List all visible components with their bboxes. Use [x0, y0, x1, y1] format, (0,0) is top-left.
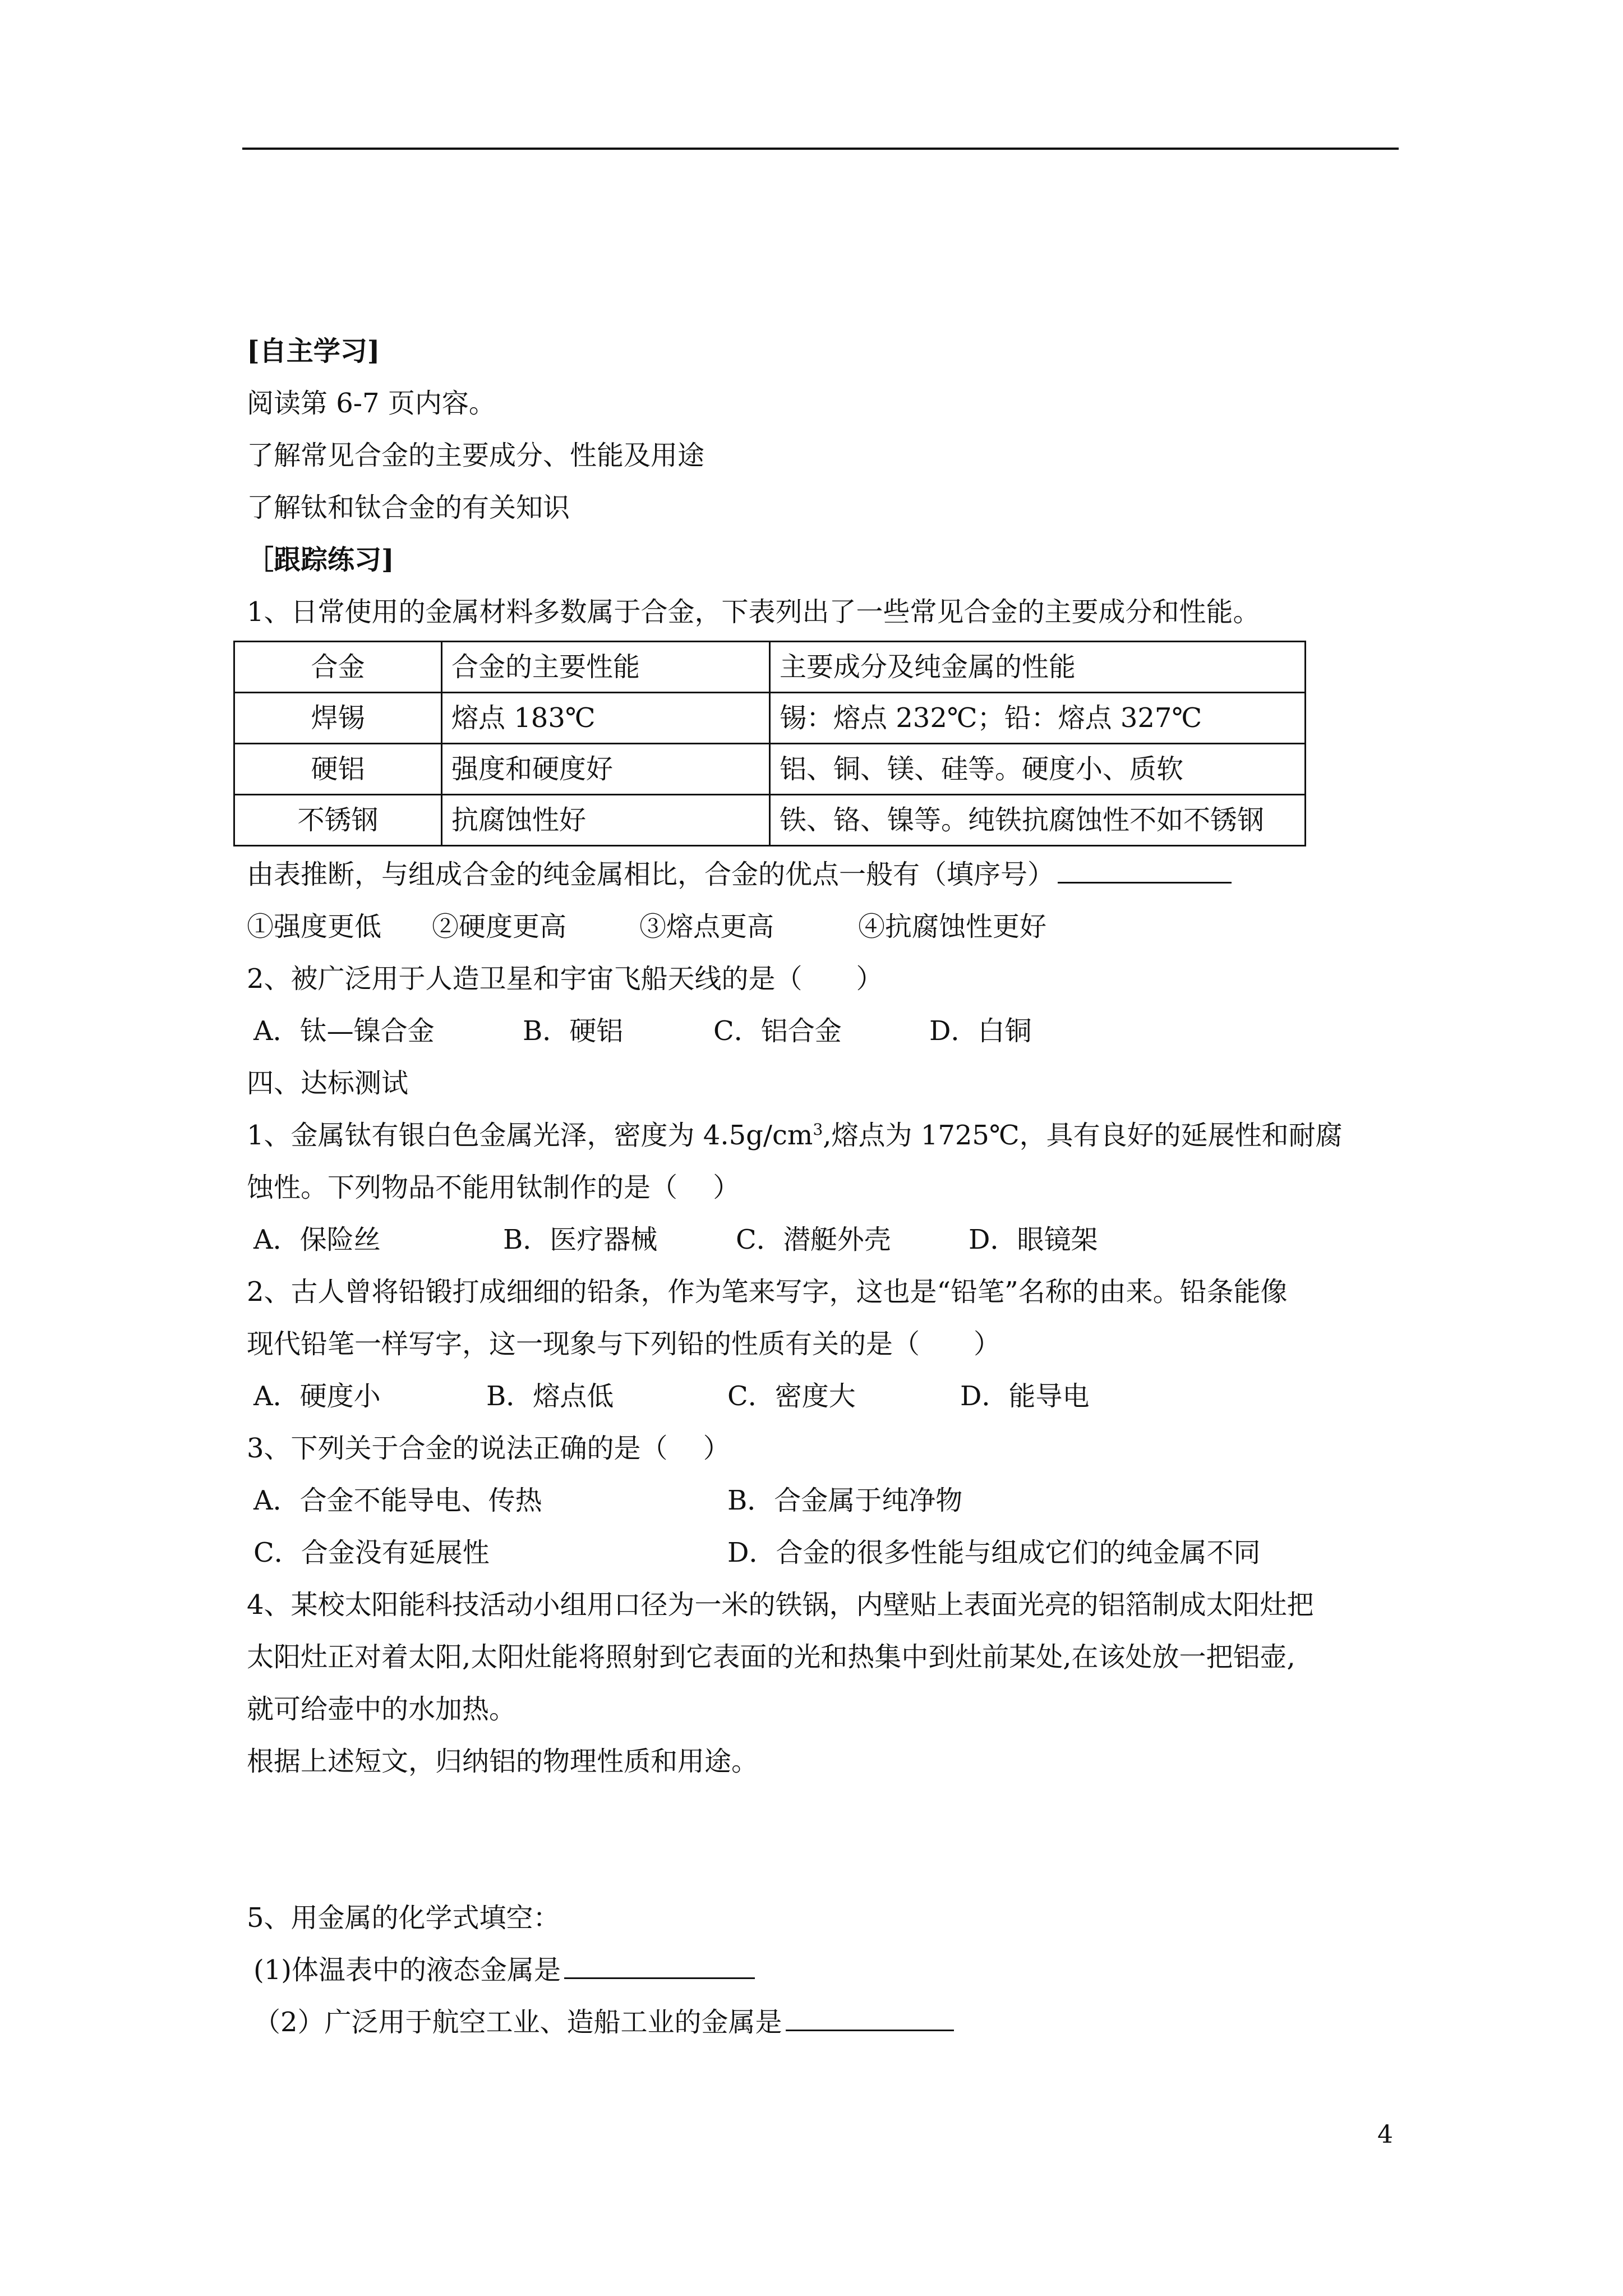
option-4: ④抗腐蚀性更好 [858, 911, 1047, 942]
table-cell: 铁、铬、镍等。纯铁抗腐蚀性不如不锈钢 [770, 795, 1306, 846]
option-c: C．潜艇外壳 [736, 1224, 891, 1255]
practice-q2: 2、被广泛用于人造卫星和宇宙飞船天线的是（ ） [247, 963, 883, 995]
option-d: D．能导电 [960, 1381, 1090, 1412]
test-q1-line-2: 蚀性。下列物品不能用钛制作的是（ ） [247, 1172, 740, 1203]
table-header-row [234, 642, 1306, 693]
test-q4-line-3: 就可给壶中的水加热。 [247, 1694, 517, 1725]
option-d: D．合金的很多性能与组成它们的纯金属不同 [727, 1537, 1261, 1568]
table-cell: 焊锡 [234, 693, 442, 744]
test-q5-b [247, 1996, 1402, 2049]
test-q3-options-row-2 [247, 1527, 1402, 1579]
table-cell: 熔点 183℃ [442, 693, 770, 744]
test-q4-line-2: 太阳灶正对着太阳,太阳灶能将照射到它表面的光和热集中到灶前某处,在该处放一把铝壶, [247, 1641, 1295, 1673]
test-q1-options [247, 1214, 1402, 1266]
table-row [234, 795, 1306, 846]
option-d: D．白铜 [929, 1015, 1032, 1047]
content [247, 325, 1402, 2049]
page-number: 4 [1377, 2120, 1393, 2149]
test-q4-line-1: 4、某校太阳能科技活动小组用口径为一米的铁锅，内壁贴上表面光亮的铝箔制成太阳灶把 [247, 1589, 1314, 1621]
question-text: (1)体温表中的液态金属是 [253, 1954, 561, 1986]
answer-space[interactable] [247, 1788, 1402, 1892]
test-heading: 四、达标测试 [247, 1068, 409, 1099]
test-q4-task: 根据上述短文，归纳铝的物理性质和用途。 [247, 1746, 759, 1777]
table-cell: 强度和硬度好 [442, 744, 770, 795]
self-study-line-1: 阅读第 6-7 页内容。 [247, 388, 496, 419]
question-text: 1、金属钛有银白色金属光泽，密度为 4.5g/cm [247, 1120, 813, 1151]
option-3: ③熔点更高 [639, 911, 774, 942]
table-header-cell: 主要成分及纯金属的性能 [770, 642, 1306, 693]
option-b: B．合金属于纯净物 [727, 1485, 963, 1516]
test-q3: 3、下列关于合金的说法正确的是（ ） [247, 1433, 730, 1464]
table-row [234, 744, 1306, 795]
answer-blank[interactable] [786, 2004, 954, 2031]
test-q5: 5、用金属的化学式填空： [247, 1902, 560, 1934]
option-b: B．熔点低 [486, 1381, 614, 1412]
question-text: 由表推断，与组成合金的纯金属相比，合金的优点一般有（填序号） [247, 859, 1055, 890]
self-study-line-2: 了解常见合金的主要成分、性能及用途 [247, 440, 705, 471]
table-cell: 硬铝 [234, 744, 442, 795]
test-q2-options [247, 1370, 1402, 1423]
header-rule [242, 148, 1399, 150]
table-cell: 铝、铜、镁、硅等。硬度小、质软 [770, 744, 1306, 795]
table-header-cell: 合金的主要性能 [442, 642, 770, 693]
option-d: D．眼镜架 [969, 1224, 1098, 1255]
test-q3-options-row-1 [247, 1475, 1402, 1527]
practice-heading: ［跟踪练习] [247, 544, 394, 576]
answer-blank[interactable] [1058, 856, 1232, 884]
option-1: ①强度更低 [247, 911, 382, 942]
alloy-table [233, 641, 1306, 846]
test-q2-line-1: 2、古人曾将铅锻打成细细的铅条，作为笔来写字，这也是“铅笔”名称的由来。铅条能像 [247, 1276, 1288, 1308]
self-study-heading: [自主学习] [247, 335, 380, 367]
answer-blank[interactable] [564, 1952, 755, 1979]
option-b: B．硬铝 [523, 1015, 624, 1047]
table-cell: 锡：熔点 232℃；铅：熔点 327℃ [770, 693, 1306, 744]
practice-q1: 1、日常使用的金属材料多数属于合金，下表列出了一些常见合金的主要成分和性能。 [247, 596, 1260, 628]
practice-q1-followup [247, 849, 1402, 901]
option-c: C．合金没有延展性 [253, 1537, 490, 1568]
practice-q2-options [247, 1005, 1402, 1057]
option-c: C．密度大 [727, 1381, 856, 1412]
table-cell: 抗腐蚀性好 [442, 795, 770, 846]
table-row [234, 693, 1306, 744]
option-a: A．保险丝 [253, 1224, 381, 1255]
test-q5-a [247, 1944, 1402, 1996]
question-text: ,熔点为 1725℃，具有良好的延展性和耐腐 [823, 1120, 1343, 1151]
option-2: ②硬度更高 [432, 911, 567, 942]
practice-q1-options [247, 901, 1402, 953]
table-header-cell: 合金 [234, 642, 442, 693]
question-text: （2）广泛用于航空工业、造船工业的金属是 [253, 2007, 782, 2038]
option-b: B．医疗器械 [503, 1224, 658, 1255]
test-q1-line-1 [247, 1110, 1402, 1162]
option-a: A．钛—镍合金 [253, 1015, 435, 1047]
self-study-line-3: 了解钛和钛合金的有关知识 [247, 492, 570, 523]
superscript: 3 [813, 1120, 823, 1139]
test-q2-line-2: 现代铅笔一样写字，这一现象与下列铅的性质有关的是（ ） [247, 1328, 1001, 1360]
option-c: C．铝合金 [713, 1015, 842, 1047]
table-cell: 不锈钢 [234, 795, 442, 846]
option-a: A．硬度小 [253, 1381, 381, 1412]
option-a: A．合金不能导电、传热 [253, 1485, 542, 1516]
